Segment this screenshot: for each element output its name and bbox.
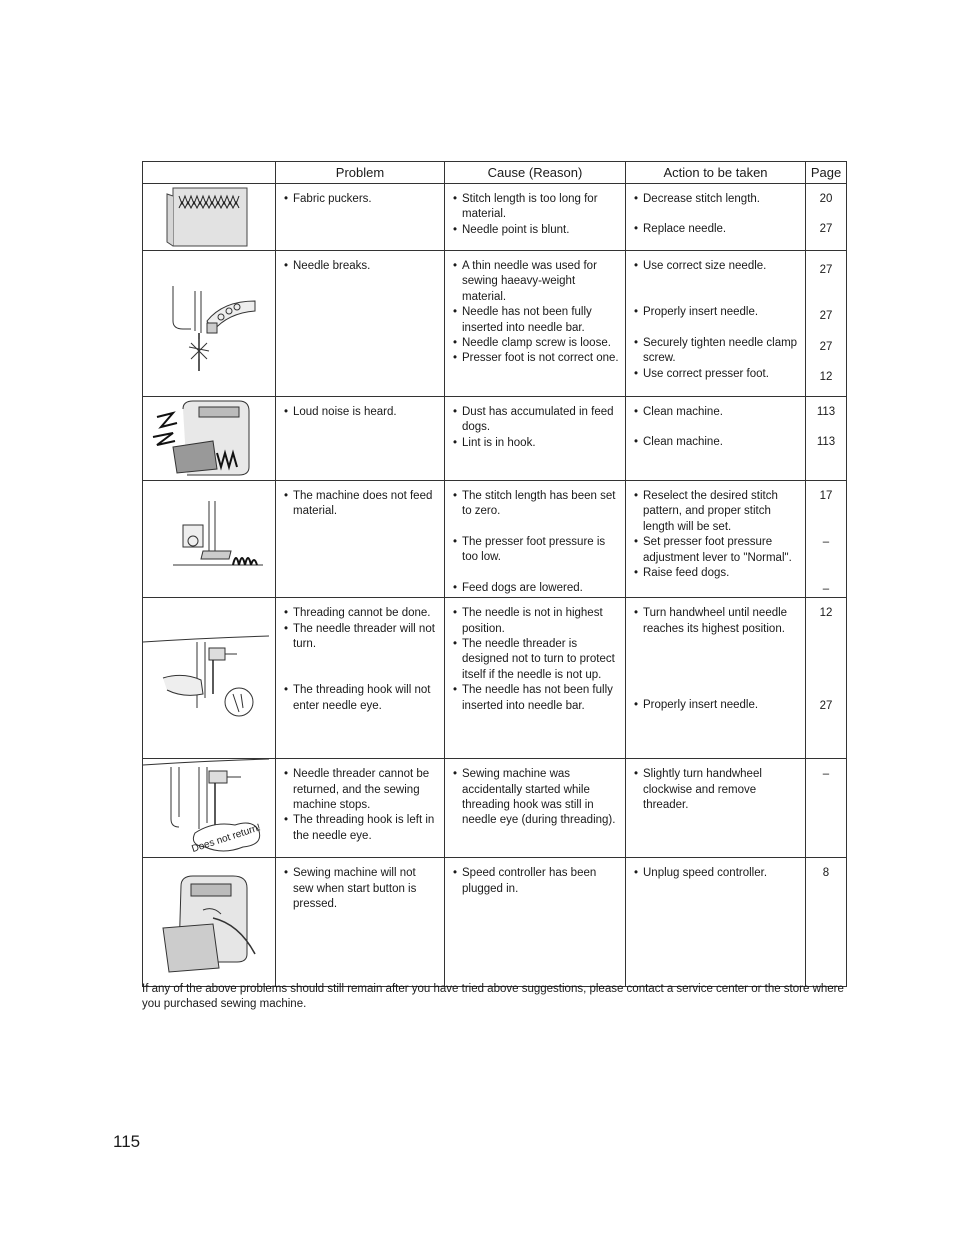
action-item: • Turn handwheel until needle reaches its highest position. [634, 606, 799, 637]
page-ref: 27 [819, 310, 833, 323]
page-header: Page [806, 162, 847, 184]
cause-item: • Needle has not been fully inserted into needle bar. [453, 305, 619, 336]
problem-item: • The machine does not feed material. [284, 489, 438, 520]
problem-item: • The needle threader will not turn. [284, 622, 438, 653]
table-row [143, 598, 847, 759]
action-item: • Properly insert needle. [634, 698, 799, 713]
speed-controller-illustration [143, 858, 276, 987]
action-cell [626, 481, 806, 598]
noisy-machine-illustration [143, 397, 276, 481]
threader-stuck-illustration [143, 759, 276, 858]
page-ref: 12 [819, 371, 833, 384]
problem-item: • Loud noise is heard. [284, 405, 438, 420]
cause-cell [445, 481, 626, 598]
problem-item: • Needle threader cannot be returned, and the sewing machine stops. [284, 767, 438, 813]
page-ref: 113 [816, 436, 836, 449]
table-row [143, 251, 847, 397]
page-ref: 20 [819, 193, 833, 205]
action-item: • Use correct presser foot. [634, 367, 799, 382]
page-cell [806, 759, 847, 858]
cause-item: • The needle is not in highest position. [453, 606, 619, 637]
action-header: Action to be taken [626, 162, 806, 184]
problem-item: • Sewing machine will not sew when start button is pressed. [284, 866, 438, 912]
table-row [143, 858, 847, 987]
cause-item: • The stitch length has been set to zero. [453, 489, 619, 520]
problem-item: • The threading hook will not enter needle eye. [284, 683, 438, 714]
page-cell [806, 184, 847, 251]
cause-cell [445, 251, 626, 397]
cause-item: • Feed dogs are lowered. [453, 581, 619, 596]
action-cell [626, 184, 806, 251]
cause-cell [445, 598, 626, 759]
problem-header: Problem [276, 162, 445, 184]
page-cell [806, 251, 847, 397]
action-item: • Raise feed dogs. [634, 566, 799, 581]
table-row [143, 759, 847, 858]
page-number: 115 [113, 1132, 141, 1151]
page-ref: – [822, 536, 830, 549]
troubleshooting-table-wrapper [142, 161, 846, 987]
page-ref: – [822, 768, 830, 781]
cause-item: • The needle has not been fully inserted into needle bar. [453, 683, 619, 714]
cause-item: • Lint is in hook. [453, 436, 619, 451]
problem-cell [276, 397, 445, 481]
page-ref: – [822, 582, 830, 595]
page-ref: 27 [819, 223, 833, 236]
action-item: • Reselect the desired stitch pattern, and proper stitch length will be set. [634, 489, 799, 535]
problem-cell [276, 481, 445, 598]
cause-item: • The needle threader is designed not to turn to protect itself if the needle is not up. [453, 637, 619, 683]
cause-item: • Stitch length is too long for material. [453, 192, 619, 223]
illustration-header [143, 162, 276, 184]
action-item: • Properly insert needle. [634, 305, 799, 320]
cause-item: • Needle clamp screw is loose. [453, 336, 619, 351]
cause-item: • Speed controller has been plugged in. [453, 866, 619, 897]
action-cell [626, 251, 806, 397]
page-ref: 8 [822, 867, 830, 880]
table-row [143, 481, 847, 598]
page-cell [806, 397, 847, 481]
action-item: • Securely tighten needle clamp screw. [634, 336, 799, 367]
illustration-caption: Does not return! [190, 822, 263, 856]
action-item: • Decrease stitch length. [634, 192, 799, 207]
problem-cell [276, 598, 445, 759]
action-cell [626, 858, 806, 987]
page-ref: 113 [816, 406, 836, 418]
action-item: • Clean machine. [634, 435, 799, 450]
feed-problem-illustration [143, 481, 276, 598]
cause-cell [445, 397, 626, 481]
problem-item: • Fabric puckers. [284, 192, 438, 207]
contact-service-note: If any of the above problems should still remain after you have tried above suggestions, please contact a service center or the store where you purchased sewing machine. [142, 983, 844, 1011]
page-ref: 17 [819, 490, 833, 502]
table-row [143, 397, 847, 481]
action-item: • Slightly turn handwheel clockwise and remove threader. [634, 767, 799, 813]
problem-cell [276, 251, 445, 397]
cause-header: Cause (Reason) [445, 162, 626, 184]
cause-item: • Needle point is blunt. [453, 223, 619, 238]
action-cell [626, 397, 806, 481]
cause-cell [445, 184, 626, 251]
problem-cell [276, 184, 445, 251]
action-item: • Unplug speed controller. [634, 866, 799, 881]
page-ref: 27 [819, 699, 833, 712]
cause-cell [445, 759, 626, 858]
cause-cell [445, 858, 626, 987]
page-ref: 27 [819, 264, 833, 276]
needle-threader-illustration [143, 598, 276, 759]
problem-cell [276, 759, 445, 858]
cause-item: • The presser foot pressure is too low. [453, 535, 619, 566]
problem-cell [276, 858, 445, 987]
action-item: • Use correct size needle. [634, 259, 799, 274]
page-ref: 27 [819, 340, 833, 353]
table-header-row [143, 162, 847, 184]
page-cell [806, 598, 847, 759]
page-cell [806, 858, 847, 987]
action-cell [626, 759, 806, 858]
cause-item: • A thin needle was used for sewing haeavy-weight material. [453, 259, 619, 305]
cause-item: • Presser foot is not correct one. [453, 351, 619, 366]
page-ref: 12 [819, 607, 833, 620]
action-item: • Set presser foot pressure adjustment lever to "Normal". [634, 535, 799, 566]
problem-item: • Threading cannot be done. [284, 606, 438, 621]
table-row [143, 184, 847, 251]
problem-item: • Needle breaks. [284, 259, 438, 274]
cause-item: • Sewing machine was accidentally started while threading hook was still in needle eye (during threading). [453, 767, 619, 829]
cause-item: • Dust has accumulated in feed dogs. [453, 405, 619, 436]
action-item: • Replace needle. [634, 222, 799, 237]
troubleshooting-table [142, 161, 847, 987]
action-cell [626, 598, 806, 759]
broken-needle-illustration [143, 251, 276, 397]
puckered-fabric-illustration [143, 184, 276, 251]
action-item: • Clean machine. [634, 405, 799, 420]
page-cell [806, 481, 847, 598]
problem-item: • The threading hook is left in the needle eye. [284, 813, 438, 844]
